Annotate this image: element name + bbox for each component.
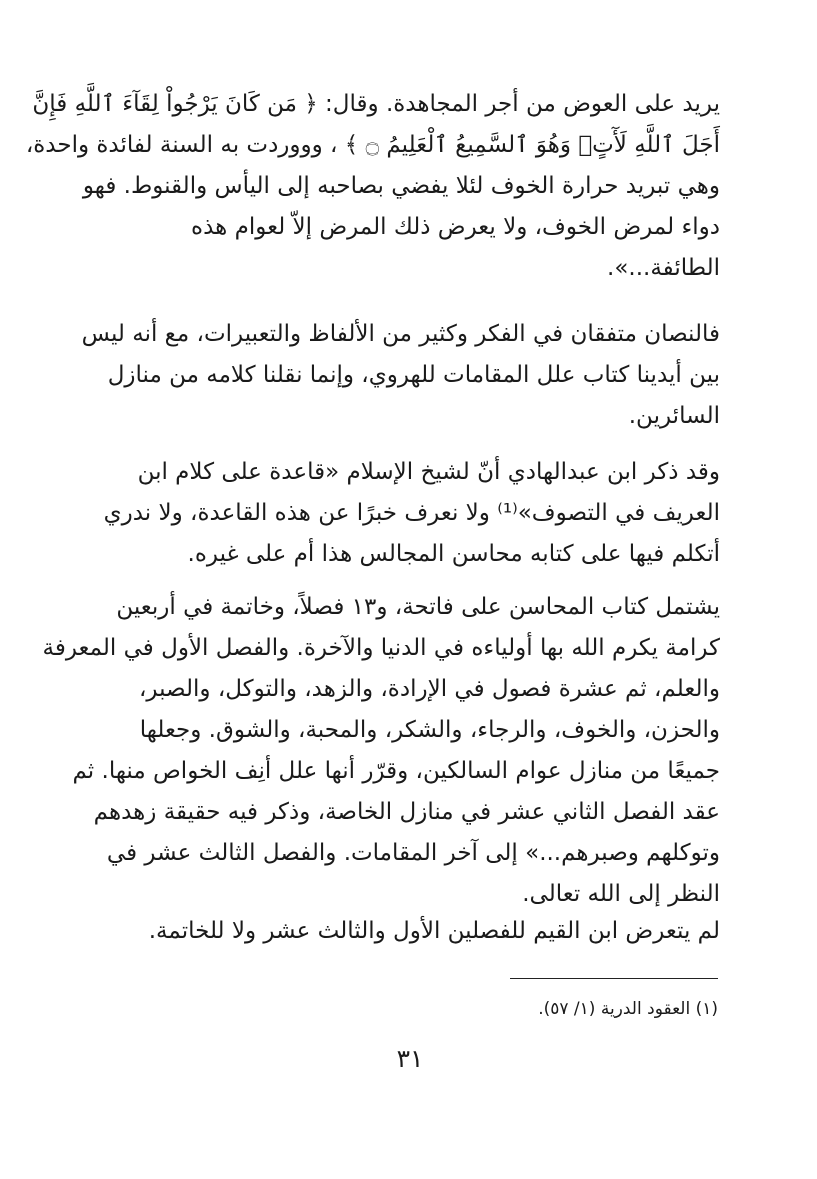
- footnote-separator: [510, 978, 718, 979]
- text-line: العريف في التصوف»⁽¹⁾ ولا نعرف خبرًا عن هذه القاعدة، ولا ندري: [103, 500, 720, 526]
- text-line: السائرين.: [628, 403, 720, 429]
- text-line: أتكلم فيها على كتابه محاسن المجالس هذا أم على غيره.: [187, 541, 720, 567]
- text-line: بين أيدينا كتاب علل المقامات للهروي، وإنما نقلنا كلامه من منازل: [107, 362, 720, 388]
- text-line: الطائفة...».: [607, 255, 720, 281]
- text-line: عقد الفصل الثاني عشر في منازل الخاصة، وذكر فيه حقيقة زهدهم: [93, 799, 720, 825]
- text-line: النظر إلى الله تعالى.: [522, 881, 720, 907]
- paragraph-3: [92, 452, 720, 575]
- text-line: يريد على العوض من أجر المجاهدة. وقال: ﴿ مَن كَانَ يَرْجُواْ لِقَآءَ ٱللَّهِ فَإِنَّ: [32, 91, 720, 117]
- paragraph-4: [42, 587, 720, 915]
- text-line: وهي تبريد حرارة الخوف لئلا يفضي بصاحبه إلى اليأس والقنوط. فهو: [82, 173, 720, 199]
- text-line: وتوكلهم وصبرهم...» إلى آخر المقامات. والفصل الثالث عشر في: [106, 840, 720, 866]
- text-line: كرامة يكرم الله بها أولياءه في الدنيا والآخرة. والفصل الأول في المعرفة: [42, 635, 720, 661]
- paragraph-1: [25, 84, 720, 289]
- paragraph-2: [81, 314, 720, 437]
- text-line: والعلم، ثم عشرة فصول في الإرادة، والزهد، والتوكل، والصبر،: [139, 676, 720, 702]
- page-number: ٣١: [396, 1044, 424, 1073]
- text-line: دواء لمرض الخوف، ولا يعرض ذلك المرض إلاّ لعوام هذه: [191, 214, 720, 240]
- text-line: يشتمل كتاب المحاسن على فاتحة، و١٣ فصلاً، وخاتمة في أربعين: [116, 594, 720, 620]
- paragraph-5: [92, 911, 720, 952]
- text-line: وقد ذكر ابن عبدالهادي أنّ لشيخ الإسلام «قاعدة على كلام ابن: [137, 459, 720, 485]
- text-line: فالنصان متفقان في الفكر وكثير من الألفاظ والتعبيرات، مع أنه ليس: [81, 321, 720, 347]
- text-line: جميعًا من منازل عوام السالكين، وقرّر أنها علل أنِف الخواص منها. ثم: [72, 758, 720, 784]
- text-line: والحزن، والخوف، والرجاء، والشكر، والمحبة، والشوق. وجعلها: [139, 717, 720, 743]
- text-line: لم يتعرض ابن القيم للفصلين الأول والثالث عشر ولا للخاتمة.: [148, 918, 720, 944]
- text-line: أَجَلَ ٱللَّهِ لَأٓتٍۚ وَهُوَ ٱلسَّمِيعُ ٱلْعَلِيمُ ۝ ﴾ ، وووردت به السنة لفائدة واحدة،: [25, 132, 720, 158]
- footnote: (١) العقود الدرية (١/ ٥٧).: [538, 999, 718, 1019]
